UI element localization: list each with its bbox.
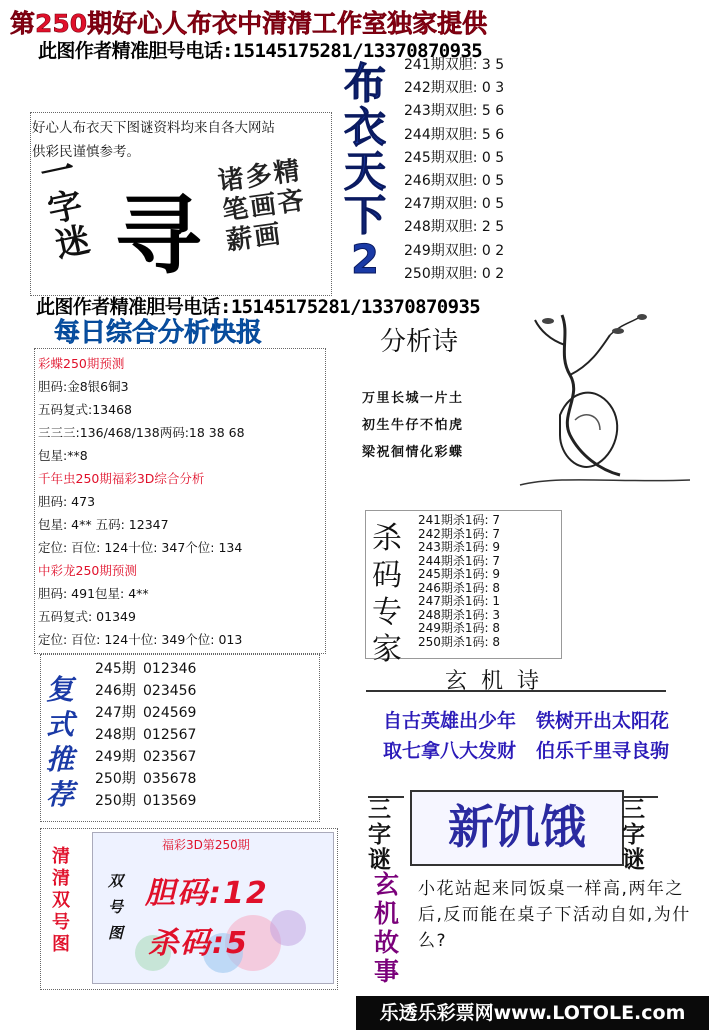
- compound-period: 250期: [95, 771, 136, 787]
- plum-tree-illustration: [500, 305, 705, 500]
- double-dan-item: 247期双胆: 0 5: [404, 196, 505, 213]
- analysis-list: [38, 352, 332, 651]
- analysis-line: 胆码:金8银6铜3: [38, 379, 129, 394]
- double-dan-item: 249期双胆: 0 2: [404, 242, 505, 259]
- double-dan-item: 242期双胆: 0 3: [404, 80, 505, 97]
- three-char-riddle-label: 三字谜: [368, 796, 404, 873]
- poem-line: 伯乐千里寻良驹: [536, 740, 670, 762]
- compound-row: [95, 768, 196, 790]
- brand-title: [330, 59, 400, 283]
- poem-line: 自古英雄出少年: [383, 710, 517, 732]
- double-dan-item: 244期双胆: 5 6: [404, 126, 505, 143]
- kill-code-text: 杀码:5: [148, 926, 249, 961]
- compound-row: [95, 790, 196, 812]
- analysis-line: 中彩龙250期预测: [38, 563, 137, 578]
- kill-code-item: 242期杀1码: 7: [418, 526, 501, 541]
- compound-period: 247期: [95, 705, 136, 721]
- double-dan-item: 243期双胆: 5 6: [404, 103, 505, 120]
- compound-nums: 023567: [143, 749, 197, 765]
- kill-code-item: 247期杀1码: 1: [418, 594, 501, 608]
- poem-line: 万里长城一片土: [362, 391, 464, 406]
- riddle-left-text: 一字迷: [36, 149, 94, 266]
- poem-line: 取七拿八大发财: [383, 740, 517, 762]
- compound-nums: 023456: [143, 683, 197, 699]
- double-dan-item: 250期双胆: 0 2: [404, 265, 505, 282]
- three-char-riddle-label-right: 三字谜: [622, 796, 658, 873]
- phone-line-2: 此图作者精准胆号电话:15145175281/13370870935: [36, 296, 481, 318]
- riddle-center-char: 寻: [115, 186, 201, 286]
- double-dan-item: 245期双胆: 0 5: [404, 149, 505, 166]
- compound-title: 复式推荐: [46, 673, 75, 811]
- kill-code-title: 杀码专家: [372, 521, 402, 667]
- analysis-line: 包星:**8: [38, 448, 88, 463]
- compound-row: [95, 658, 196, 680]
- mystic-story-text: 小花站起来同饭桌一样高,两年之后,反而能在桌子下活动自如,为什么?: [418, 879, 691, 951]
- double-code-label: 福彩3D第250期: [162, 838, 250, 852]
- brand-char: 天: [343, 147, 386, 196]
- brand-char: 衣: [343, 103, 386, 152]
- dan-code-text: 胆码:12: [145, 876, 269, 911]
- intro-line: 好心人布衣天下图谜资料均来自各大网站: [32, 120, 275, 136]
- daily-report-title: 每日综合分析快报: [54, 318, 263, 348]
- analysis-line: 彩蝶250期预测: [38, 356, 125, 371]
- analysis-line: 五码复式: 01349: [38, 609, 136, 624]
- analysis-poem: [362, 385, 464, 466]
- footer-watermark: [356, 996, 709, 1030]
- analysis-line: 五码复式:13468: [38, 402, 132, 417]
- kill-code-item: 246期杀1码: 8: [418, 580, 501, 595]
- kill-code-item: 244期杀1码: 7: [418, 553, 501, 568]
- brand-number: 2: [351, 237, 379, 283]
- compound-period: 245期: [95, 661, 136, 677]
- kill-code-item: 249期杀1码: 8: [418, 621, 501, 635]
- phone-line: 此图作者精准胆号电话:15145175281/13370870935: [38, 40, 483, 62]
- compound-period: 249期: [95, 749, 136, 765]
- poem-line: 铁树开出太阳花: [536, 710, 670, 732]
- brand-char: 下: [343, 191, 386, 240]
- compound-nums: 024569: [143, 705, 197, 721]
- kill-code-item: 248期杀1码: 3: [418, 607, 501, 622]
- analysis-line: 胆码: 473: [38, 494, 96, 509]
- brand-char: 布: [343, 59, 386, 108]
- header-title: 第250期好心人布衣中清清工作室独家提供: [10, 9, 488, 38]
- compound-period: 250期: [95, 793, 136, 809]
- compound-row: [95, 746, 196, 768]
- double-dan-item: 241期双胆: 3 5: [404, 57, 505, 73]
- compound-nums: 012346: [143, 661, 197, 677]
- analysis-line: 胆码: 491包星: 4**: [38, 586, 149, 601]
- double-dan-item: 246期双胆: 0 5: [404, 173, 505, 190]
- poem-row: [383, 706, 703, 736]
- double-code-subtitle: 双号图: [108, 872, 124, 942]
- analysis-poem-title: 分析诗: [380, 327, 459, 357]
- kill-code-item: 243期杀1码: 9: [418, 540, 501, 554]
- kill-code-item: 245期杀1码: 9: [418, 567, 501, 581]
- double-dan-list: [404, 54, 552, 286]
- compound-period: 248期: [95, 727, 136, 743]
- poem-row: [383, 736, 703, 766]
- compound-row: [95, 702, 196, 724]
- riddle-right-text: 诸多精笔画吝薪画: [216, 155, 308, 257]
- analysis-line: 定位: 百位: 124十位: 347个位: 134: [38, 540, 243, 555]
- kill-code-list: [418, 514, 558, 649]
- compound-nums: 012567: [143, 727, 197, 743]
- mystic-poem-title: 玄机诗: [445, 669, 554, 694]
- compound-row: [95, 724, 196, 746]
- analysis-line: 三三三:136/468/138两码:18 38 68: [38, 425, 245, 440]
- mystic-poem: [383, 706, 703, 766]
- kill-code-item: 250期杀1码: 8: [418, 634, 501, 649]
- footer-text: 乐透乐彩票网www.LOTOLE.com: [379, 1002, 686, 1024]
- compound-list: [95, 658, 196, 812]
- poem-line: 梁祝徊情化彩蝶: [362, 445, 464, 460]
- kill-code-item: 241期杀1码: 7: [418, 513, 501, 527]
- compound-nums: 035678: [143, 771, 197, 787]
- poem-line: 初生牛仔不怕虎: [362, 418, 464, 433]
- double-dan-item: 248期双胆: 2 5: [404, 219, 505, 236]
- intro-line: 供彩民谨慎参考。: [32, 144, 140, 160]
- three-char-riddle-word: 新饥饿: [410, 790, 624, 866]
- compound-nums: 013569: [143, 793, 197, 809]
- double-code-title: 清清双号图: [52, 846, 70, 955]
- divider: [366, 690, 666, 692]
- compound-row: [95, 680, 196, 702]
- analysis-line: 千年虫250期福彩3D综合分析: [38, 471, 205, 486]
- compound-period: 246期: [95, 683, 136, 699]
- mystic-story-title: 玄机故事: [374, 870, 400, 986]
- analysis-line: 定位: 百位: 124十位: 349个位: 013: [38, 632, 243, 647]
- analysis-line: 包星: 4** 五码: 12347: [38, 517, 169, 532]
